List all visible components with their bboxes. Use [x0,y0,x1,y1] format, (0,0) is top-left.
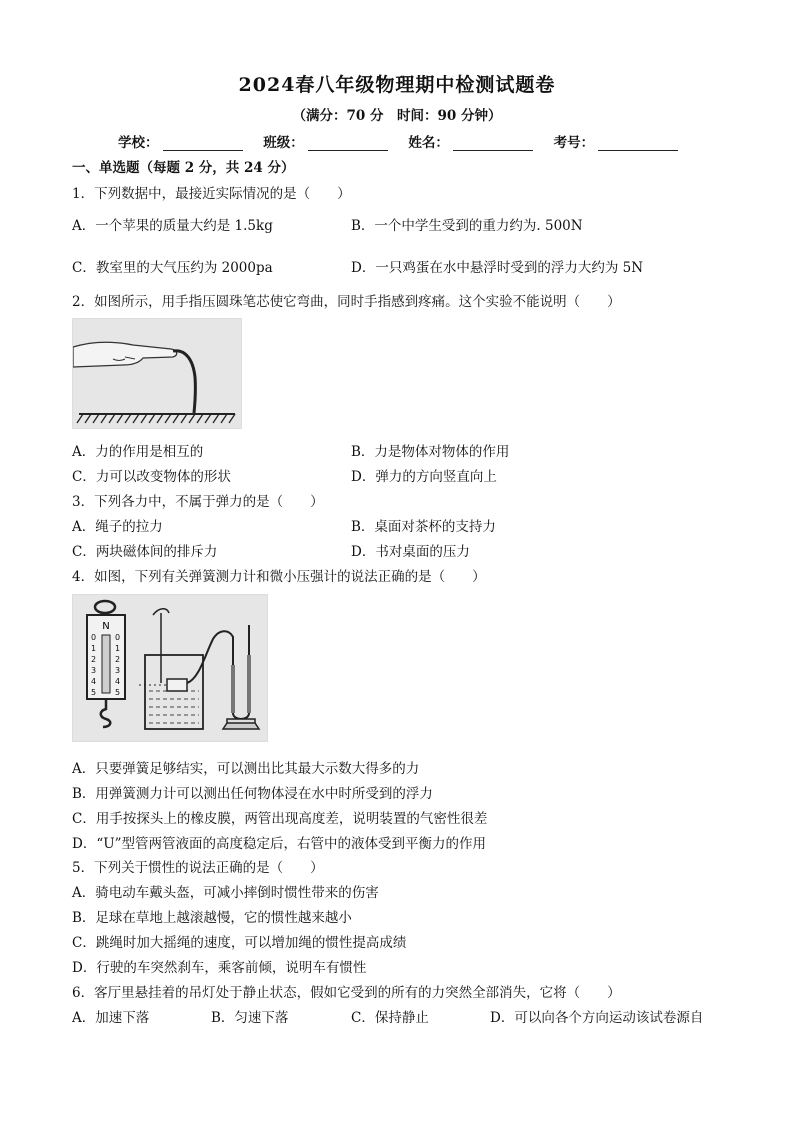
option-c[interactable]: C．用手按探头上的橡皮膜，两管出现高度差，说明装置的气密性很差 [72,811,488,827]
left-scale-tick: 0 [91,633,97,642]
option-a[interactable]: A．绳子的拉力 [72,519,163,535]
question-stem: 1．下列数据中，最接近实际情况的是（ ） [72,186,351,202]
left-scale-tick: 1 [91,644,97,653]
option-b[interactable]: B．匀速下落 [211,1010,289,1026]
option-c[interactable]: C．教室里的大气压约为 2000pa [72,260,273,276]
question-stem: 6．客厅里悬挂着的吊灯处于静止状态，假如它受到的所有的力突然全部消失，它将（ ） [72,985,621,1001]
student-info-row [118,131,694,151]
option-b[interactable]: B．桌面对茶杯的支持力 [351,519,496,535]
option-d[interactable]: D．弹力的方向竖直向上 [351,469,497,485]
page-title: 2024春八年级物理期中检测试题卷 [238,74,556,96]
left-scale-tick: 4 [91,677,97,686]
option-b[interactable]: B．一个中学生受到的重力约为. 500N [351,218,583,234]
option-c[interactable]: C．跳绳时加大摇绳的速度，可以增加绳的惯性提高成绩 [72,935,407,951]
question-stem: 3．下列各力中，不属于弹力的是（ ） [72,494,324,510]
class-blank[interactable] [308,136,388,151]
left-scale-tick: 2 [91,655,97,664]
option-c[interactable]: C．力可以改变物体的形状 [72,469,231,485]
right-scale-tick: 3 [115,666,121,675]
question-stem: 2．如图所示，用手指压圆珠笔芯使它弯曲，同时手指感到疼痛。这个实验不能说明（ ） [72,294,621,310]
name-blank[interactable] [453,136,533,151]
finger-pen-figure [72,318,242,429]
question-stem: 5．下列关于惯性的说法正确的是（ ） [72,860,324,876]
spring-scale-pressure-gauge-figure [72,594,268,742]
section-title: 一、单选题（每题 2 分，共 24 分） [72,160,295,176]
option-d[interactable]: D．“U”型管两管液面的高度稳定后，右管中的液体受到平衡力的作用 [72,836,487,852]
right-scale-tick: 4 [115,677,121,686]
right-scale-tick: 2 [115,655,121,664]
field-name: 姓名： [408,131,533,151]
option-d[interactable]: D．行驶的车突然刹车，乘客前倾，说明车有惯性 [72,960,367,976]
page-subtitle: （满分：70 分 时间：90 分钟） [292,108,502,124]
scale-unit-label: N [102,621,110,632]
option-b[interactable]: B．力是物体对物体的作用 [351,444,510,460]
exam-number-blank[interactable] [598,136,678,151]
option-b[interactable]: B．用弹簧测力计可以测出任何物体浸在水中时所受到的浮力 [72,786,433,802]
question-stem: 4．如图，下列有关弹簧测力计和微小压强计的说法正确的是（ ） [72,569,486,585]
field-exam-number: 考号： [554,131,679,151]
option-b[interactable]: B．足球在草地上越滚越慢，它的惯性越来越小 [72,910,352,926]
option-c[interactable]: C．两块磁体间的排斥力 [72,544,218,560]
option-a[interactable]: A．力的作用是相互的 [72,444,204,460]
field-school: 学校： [118,131,243,151]
option-d[interactable]: D．一只鸡蛋在水中悬浮时受到的浮力大约为 5N [351,260,644,276]
left-scale-tick: 3 [91,666,97,675]
option-a[interactable]: A．加速下落 [72,1010,150,1026]
right-scale-tick: 0 [115,633,121,642]
left-scale-tick: 5 [91,688,97,697]
option-d[interactable]: D．可以向各个方向运动该试卷源自 [490,1010,704,1026]
option-a[interactable]: A．一个苹果的质量大约是 1.5kg [72,218,273,234]
right-scale-tick: 5 [115,688,121,697]
field-class: 班级： [263,131,388,151]
school-blank[interactable] [163,136,243,151]
option-c[interactable]: C．保持静止 [351,1010,429,1026]
right-scale-tick: 1 [115,644,121,653]
option-a[interactable]: A．骑电动车戴头盔，可减小摔倒时惯性带来的伤害 [72,885,379,901]
option-a[interactable]: A．只要弹簧足够结实，可以测出比其最大示数大得多的力 [72,761,420,777]
option-d[interactable]: D．书对桌面的压力 [351,544,470,560]
